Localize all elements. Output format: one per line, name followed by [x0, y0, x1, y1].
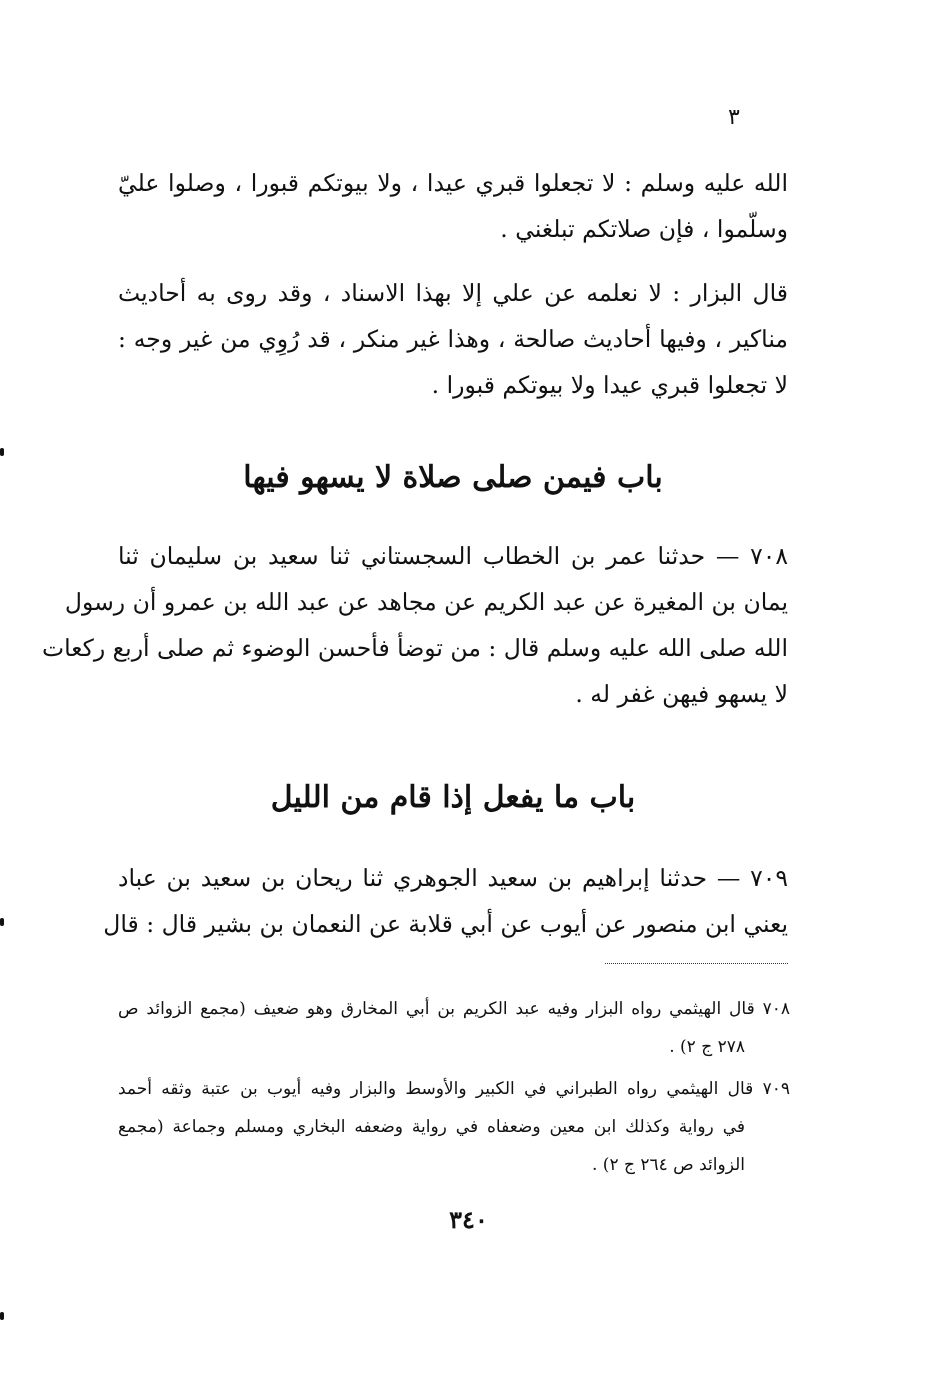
paragraph-line: الله صلى الله عليه وسلم قال : من توضأ فأحسن الوضوء ثم صلى أربع ركعات: [42, 634, 788, 662]
paragraph-1: [118, 160, 788, 252]
paragraph-line: يعني ابن منصور عن أيوب عن أبي قلابة عن النعمان بن بشير قال : قال: [103, 910, 788, 938]
paragraph-line: الله عليه وسلم : لا تجعلوا قبري عيدا ، ولا بيوتكم قبورا ، وصلوا عليّ: [118, 169, 788, 197]
footnote-line: في رواية وكذلك ابن معين وضعفاه في رواية وضعفه البخاري ومسلم وجماعة (مجمع: [118, 1117, 745, 1137]
paragraph-line: لا يسهو فيهن غفر له .: [575, 680, 788, 708]
paragraph-2: [118, 270, 788, 408]
footnote-708: [118, 990, 790, 1066]
paragraph-line: وسلّموا ، فإن صلاتكم تبلغني .: [500, 215, 788, 243]
scan-mark: [0, 918, 4, 926]
section-heading-2: باب ما يفعل إذا قام من الليل: [270, 780, 636, 815]
footnote-line: ٧٠٩ قال الهيثمي رواه الطبراني في الكبير والأوسط والبزار وفيه أيوب بن عتبة وثقه أحمد: [118, 1079, 790, 1099]
footnote-divider: [605, 963, 788, 964]
corner-number: ٣: [728, 105, 740, 130]
paragraph-line: ٧٠٩ — حدثنا إبراهيم بن سعيد الجوهري ثنا ريحان بن سعيد بن عباد: [118, 864, 788, 892]
footnote-709: [118, 1070, 790, 1184]
hadith-708: [42, 533, 788, 717]
paragraph-line: مناكير ، وفيها أحاديث صالحة ، وهذا غير منكر ، قد رُوِي من غير وجه :: [118, 325, 789, 353]
paragraph-line: لا تجعلوا قبري عيدا ولا بيوتكم قبورا .: [431, 371, 788, 399]
scan-mark: [0, 448, 4, 456]
footnote-line: ٢٧٨ ج ٢) .: [669, 1037, 745, 1057]
paragraph-line: قال البزار : لا نعلمه عن علي إلا بهذا الاسناد ، وقد روى به أحاديث: [118, 279, 788, 307]
footnote-line: الزوائد ص ٢٦٤ ج ٢) .: [591, 1155, 745, 1175]
hadith-709: [103, 855, 788, 947]
footnote-line: ٧٠٨ قال الهيثمي رواه البزار وفيه عبد الكريم بن أبي المخارق وهو ضعيف (مجمع الزوائد ص: [118, 999, 790, 1019]
paragraph-line: ٧٠٨ — حدثنا عمر بن الخطاب السجستاني ثنا سعيد بن سليمان ثنا: [118, 542, 788, 570]
paragraph-line: يمان بن المغيرة عن عبد الكريم عن مجاهد عن عبد الله بن عمرو أن رسول: [64, 588, 788, 616]
scan-mark: [0, 1312, 4, 1320]
section-heading-1: باب فيمن صلى صلاة لا يسهو فيها: [243, 460, 663, 495]
page-number: ٣٤٠: [449, 1205, 488, 1234]
